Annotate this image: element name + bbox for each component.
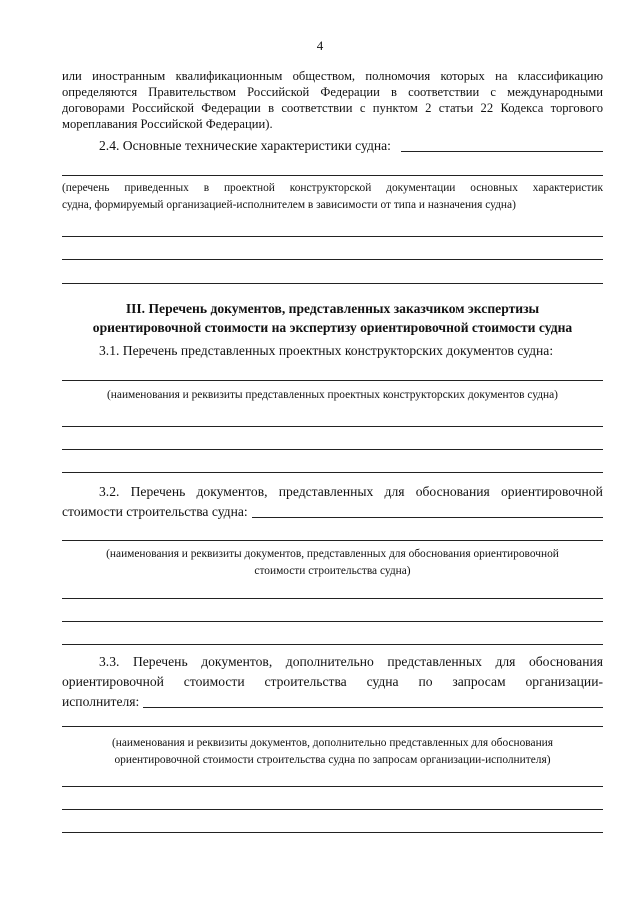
word: дополнительно [285,654,374,669]
word: Перечень [130,484,186,499]
word: представленных [387,654,482,669]
note-line: ориентировочной стоимости строительства судна по запросам организации-исполнителя) [114,754,551,766]
section-3-2 [62,482,603,522]
section-2-4-note [62,180,603,214]
fill-line[interactable] [62,175,603,176]
fill-line[interactable] [62,236,603,237]
section-3-1-note: (наименования и реквизиты представленных проектных конструкторских документов судна) [107,389,558,401]
section-2-4-label: 2.4. Основные технические характеристики судна: [99,138,391,153]
fill-line[interactable] [62,621,603,622]
section-3-3-text: исполнителя: [62,694,140,709]
note-line: (наименования и реквизиты документов, представленных для обоснования ориентировочной [106,548,559,560]
section-2-4 [62,136,603,156]
word: для [495,654,516,669]
word: обоснования [528,654,603,669]
word: по [418,674,433,689]
fill-line[interactable] [401,151,603,152]
intro-line: или иностранным квалификационным обществом, полномочия которых на классификацию [62,69,603,83]
intro-line: определяются Правительством Российской Федерации в соответствии с международными [62,85,603,99]
word: для [384,484,405,499]
fill-line[interactable] [62,259,603,260]
section-3-1-label: 3.1. Перечень представленных проектных конструкторских документов судна: [99,343,554,358]
section-3-title-line: III. Перечень документов, представленных заказчиком экспертизы [125,301,540,316]
word: ориентировочной [500,484,603,499]
fill-line[interactable] [62,540,603,541]
note-line: судна, формируемый организацией-исполнителем в зависимости от типа и назначения судна) [62,199,516,211]
fill-line[interactable] [62,809,603,810]
fill-line[interactable] [62,426,603,427]
fill-line[interactable] [62,283,603,284]
word: судна [366,674,399,689]
fill-line[interactable] [62,598,603,599]
page-number: 4 [316,38,324,53]
word: обоснования [415,484,490,499]
word: документов, [196,484,268,499]
word: стоимости [183,674,245,689]
fill-line[interactable] [62,472,603,473]
note-line: (перечень приведенных в проектной конструкторской документации основных характеристик [62,182,603,194]
intro-paragraph [62,68,603,132]
section-3-heading [62,299,603,337]
intro-line: договорами Российской Федерации в соответствии с пунктом 2 статьи 22 Кодекса торгового [62,101,603,115]
fill-line[interactable] [62,380,603,381]
word: Перечень [132,654,188,669]
section-3-2-note [62,546,603,580]
fill-line[interactable] [62,832,603,833]
word: 3.3. [99,654,120,669]
section-3-3-note [62,735,603,769]
word: 3.2. [99,484,120,499]
word: представленных [278,484,374,499]
section-3-2-text: стоимости строительства судна: [62,504,248,519]
section-3-3 [62,652,603,712]
section-3-2-line [62,482,603,502]
word: документов, [201,654,273,669]
section-3-2-line [62,502,603,522]
word: организации- [525,674,603,689]
fill-line[interactable] [62,644,603,645]
fill-line[interactable] [62,786,603,787]
note-line: (наименования и реквизиты документов, дополнительно представленных для обоснования [111,737,554,749]
section-3-3-line [62,652,603,672]
section-3-3-line [62,692,603,712]
word: ориентировочной [62,674,164,689]
word: строительства [264,674,347,689]
fill-line[interactable] [143,707,603,708]
fill-line[interactable] [252,517,603,518]
intro-line: мореплавания Российской Федерации). [62,117,273,131]
fill-line[interactable] [62,449,603,450]
fill-line[interactable] [62,726,603,727]
section-3-3-line [62,672,603,692]
word: запросам [452,674,506,689]
note-line: стоимости строительства судна) [254,565,411,577]
section-3-title-line: ориентировочной стоимости на экспертизу ориентировочной стоимости судна [92,320,573,335]
